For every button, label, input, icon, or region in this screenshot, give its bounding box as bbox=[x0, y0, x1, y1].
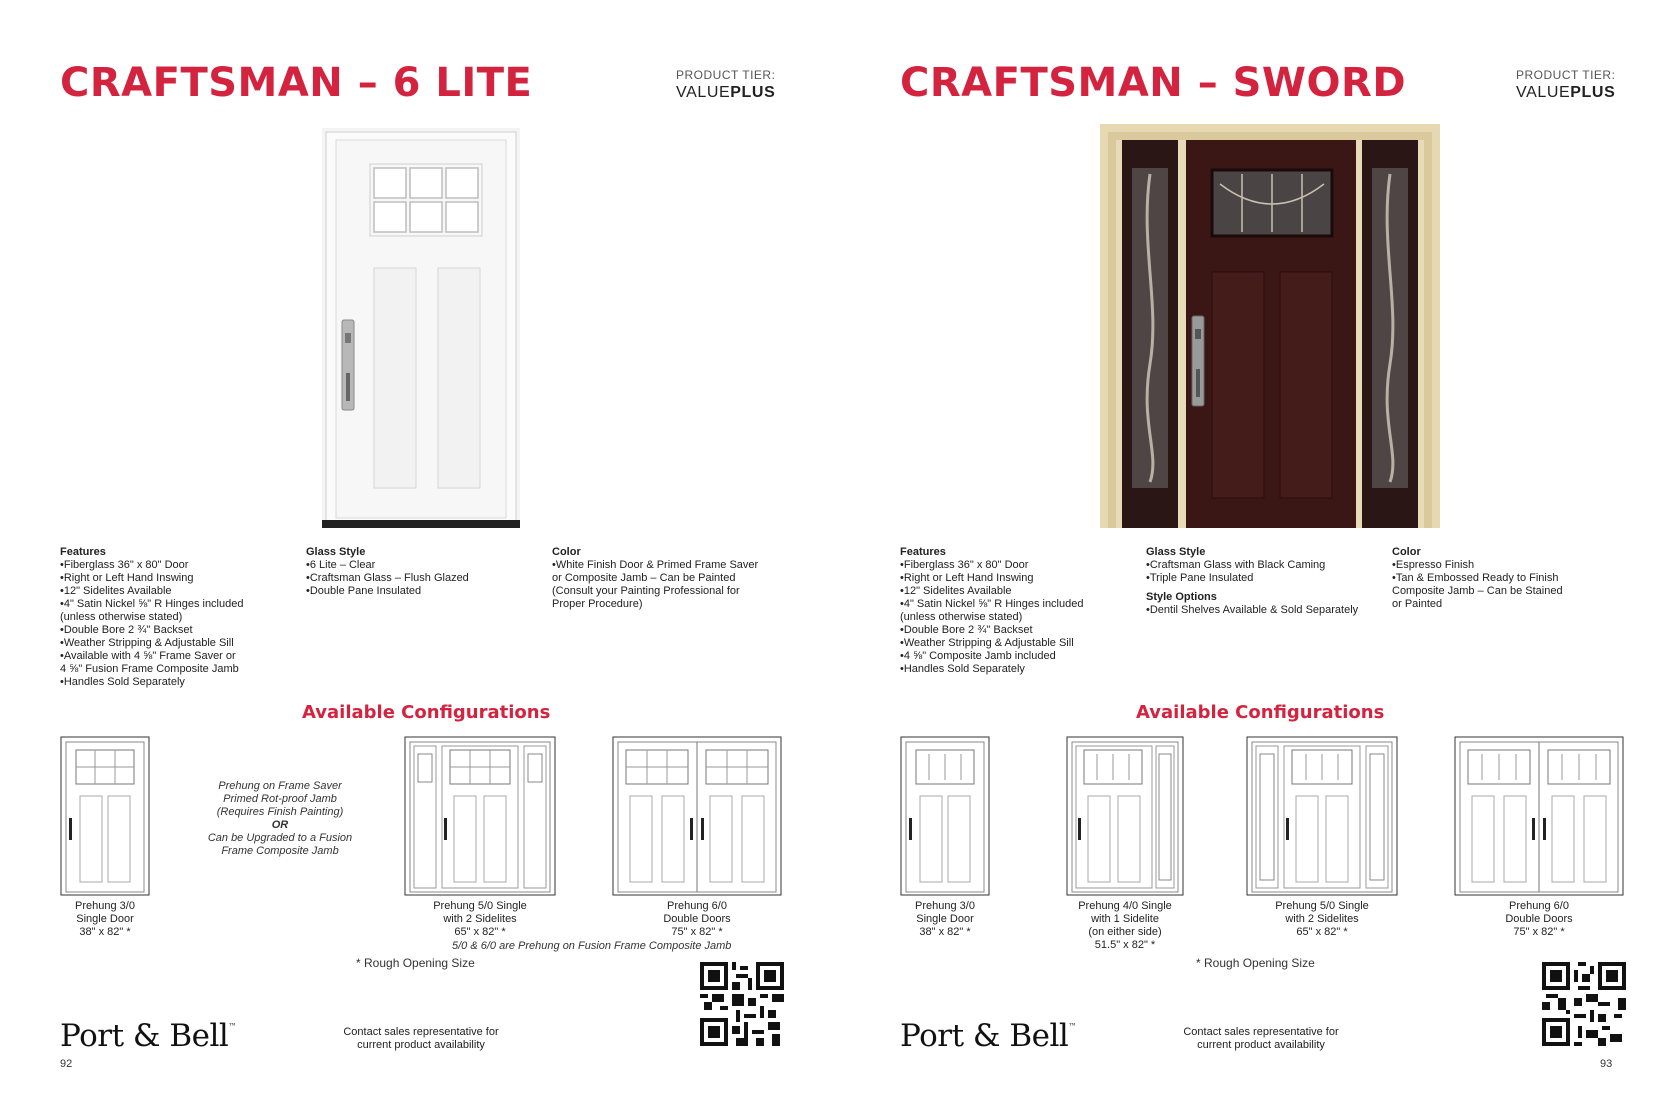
right-page bbox=[840, 0, 1680, 1104]
product-tier bbox=[1516, 68, 1615, 102]
glass-line: •Double Pane Insulated bbox=[306, 585, 422, 597]
style-line: •Dentil Shelves Available & Sold Separately bbox=[1146, 604, 1359, 616]
feature-line: •Available with 4 ⅝" Frame Saver or bbox=[60, 650, 236, 662]
features-heading: Features bbox=[60, 546, 106, 558]
feature-line: •Right or Left Hand Inswing bbox=[900, 572, 1034, 584]
feature-line: •Double Bore 2 ¾" Backset bbox=[60, 624, 193, 636]
feature-line: (unless otherwise stated) bbox=[900, 611, 1023, 623]
config-two-sidelites-drawing bbox=[404, 736, 556, 896]
color-line: (Consult your Painting Professional for bbox=[552, 585, 740, 597]
glass-line: •Triple Pane Insulated bbox=[1146, 572, 1254, 584]
config-caption: Prehung 5/0 Single with 2 Sidelites 65" x 82" * bbox=[1275, 900, 1369, 938]
contact-note: Contact sales representative for current product availability bbox=[343, 1026, 499, 1051]
qr-code[interactable] bbox=[700, 962, 784, 1046]
color-heading: Color bbox=[552, 546, 581, 558]
color-line: or Composite Jamb – Can be Painted bbox=[552, 572, 736, 584]
color-line: •White Finish Door & Primed Frame Saver bbox=[552, 559, 759, 571]
glass-heading: Glass Style bbox=[306, 546, 366, 558]
page-title: CRAFTSMAN – SWORD bbox=[900, 60, 1407, 106]
color-line: Composite Jamb – Can be Stained bbox=[1392, 585, 1563, 597]
product-tier bbox=[676, 68, 775, 102]
config-double-doors-drawing bbox=[1454, 736, 1624, 896]
glass-style-block bbox=[1146, 546, 1358, 617]
feature-line: •Fiberglass 36" x 80" Door bbox=[900, 559, 1029, 571]
rough-opening-note: * Rough Opening Size bbox=[1196, 956, 1315, 970]
features-block bbox=[900, 546, 1083, 676]
feature-line: •Double Bore 2 ¾" Backset bbox=[900, 624, 1033, 636]
door-photo-6-lite bbox=[322, 128, 520, 528]
config-single-door-drawing bbox=[900, 736, 990, 896]
config-caption: Prehung 5/0 Single with 2 Sidelites 65" x 82" * bbox=[433, 900, 527, 938]
page-title: CRAFTSMAN – 6 LITE bbox=[60, 60, 533, 106]
qr-code[interactable] bbox=[1542, 962, 1626, 1046]
glass-heading: Glass Style bbox=[1146, 546, 1206, 558]
feature-line: •Handles Sold Separately bbox=[900, 663, 1025, 675]
feature-line: •4" Satin Nickel ⅝" R Hinges included bbox=[900, 598, 1084, 610]
feature-line: •12" Sidelites Available bbox=[60, 585, 172, 597]
feature-line: •12" Sidelites Available bbox=[900, 585, 1012, 597]
tier-label: PRODUCT TIER: bbox=[1516, 68, 1616, 82]
glass-line: •6 Lite – Clear bbox=[306, 559, 376, 571]
color-block bbox=[552, 546, 758, 611]
config-double-doors-drawing bbox=[612, 736, 782, 896]
color-line: Proper Procedure) bbox=[552, 598, 643, 610]
config-single-door-drawing bbox=[60, 736, 150, 896]
config-caption: Prehung 4/0 Single with 1 Sidelite (on either side) 51.5" x 82" * bbox=[1078, 900, 1172, 951]
feature-line: •Fiberglass 36" x 80" Door bbox=[60, 559, 189, 571]
config-caption: Prehung 3/0 Single Door 38" x 82" * bbox=[915, 900, 975, 938]
port-and-bell-logo: Port & Bell™ bbox=[60, 1018, 236, 1054]
tier-value: VALUEPLUS bbox=[676, 84, 776, 101]
feature-line: •Weather Stripping & Adjustable Sill bbox=[60, 637, 234, 649]
fusion-frame-note: 5/0 & 6/0 are Prehung on Fusion Frame Composite Jamb bbox=[452, 940, 732, 952]
feature-line: 4 ⅝" Fusion Frame Composite Jamb bbox=[60, 663, 239, 675]
door-photo-sword bbox=[1100, 124, 1440, 528]
feature-line: •Handles Sold Separately bbox=[60, 676, 185, 688]
features-heading: Features bbox=[900, 546, 946, 558]
color-block bbox=[1392, 546, 1563, 611]
frame-saver-note: Prehung on Frame Saver Primed Rot-proof Jamb (Requires Finish Painting) OR Can be Upgraded to a Fusion Frame Composite Jamb bbox=[207, 780, 353, 857]
port-and-bell-logo: Port & Bell™ bbox=[900, 1018, 1076, 1054]
config-caption: Prehung 6/0 Double Doors 75" x 82" * bbox=[1505, 900, 1573, 938]
feature-line: •Right or Left Hand Inswing bbox=[60, 572, 194, 584]
rough-opening-note: * Rough Opening Size bbox=[356, 956, 475, 970]
feature-line: •4 ⅝" Composite Jamb included bbox=[900, 650, 1056, 662]
config-caption: Prehung 6/0 Double Doors 75" x 82" * bbox=[663, 900, 731, 938]
feature-line: •Weather Stripping & Adjustable Sill bbox=[900, 637, 1074, 649]
tier-label: PRODUCT TIER: bbox=[676, 68, 776, 82]
available-configurations-heading: Available Configurations bbox=[302, 702, 551, 723]
config-caption: Prehung 3/0 Single Door 38" x 82" * bbox=[75, 900, 135, 938]
page-number: 93 bbox=[1600, 1058, 1613, 1070]
feature-line: (unless otherwise stated) bbox=[60, 611, 183, 623]
tier-value: VALUEPLUS bbox=[1516, 84, 1616, 101]
color-line: •Tan & Embossed Ready to Finish bbox=[1392, 572, 1559, 584]
config-one-sidelite-drawing bbox=[1066, 736, 1184, 896]
contact-note: Contact sales representative for current product availability bbox=[1183, 1026, 1339, 1051]
style-options-heading: Style Options bbox=[1146, 591, 1217, 603]
color-line: •Espresso Finish bbox=[1392, 559, 1475, 571]
color-heading: Color bbox=[1392, 546, 1421, 558]
features-block bbox=[60, 546, 243, 689]
available-configurations-heading: Available Configurations bbox=[1136, 702, 1385, 723]
color-line: or Painted bbox=[1392, 598, 1443, 610]
glass-line: •Craftsman Glass with Black Caming bbox=[1146, 559, 1326, 571]
feature-line: •4" Satin Nickel ⅝" R Hinges included bbox=[60, 598, 244, 610]
page-number: 92 bbox=[60, 1058, 73, 1070]
glass-line: •Craftsman Glass – Flush Glazed bbox=[306, 572, 469, 584]
config-two-sidelites-drawing bbox=[1246, 736, 1398, 896]
glass-style-block bbox=[306, 546, 469, 598]
